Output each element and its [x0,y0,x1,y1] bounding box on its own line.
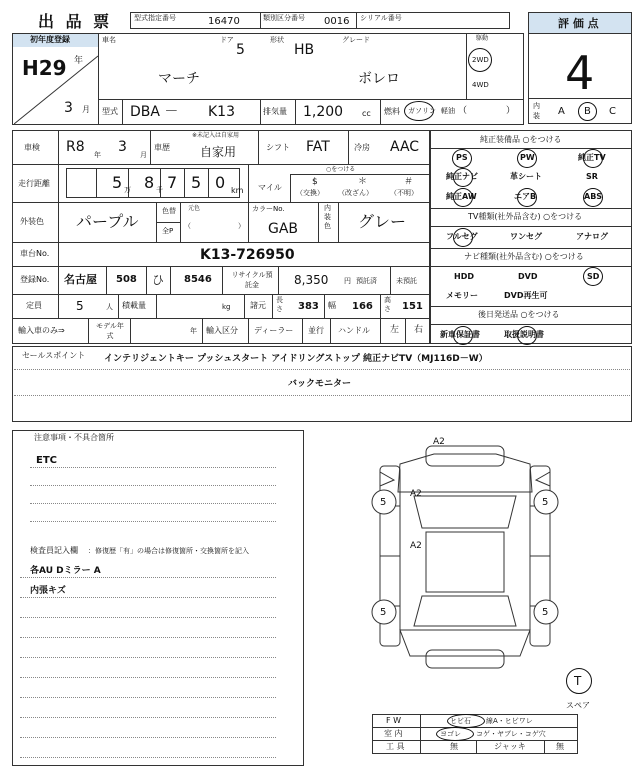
equip-navi-circle [453,168,473,187]
load-kg: kg [222,303,231,311]
score-label: 評 価 点 [558,17,599,30]
katashiki-value: 16470 [208,16,240,27]
tire-fl: 5 [380,497,387,508]
fuel-label: 燃料 [384,107,400,116]
reg-class: 508 [116,274,137,285]
shape-label: 形状 [270,36,284,44]
car-name-label: 車名 [102,36,116,44]
equip-aw-circle [453,188,473,207]
mileage-man: 万 [124,186,131,194]
handle-label: ハンドル [338,326,370,335]
recycle-value: 8,350 [294,273,329,287]
equip-airbag: エアB [514,192,537,201]
header-number-box [130,12,510,29]
mile-note: ○をつける [326,166,356,173]
recycle-yotaku: 預託済 [356,277,377,285]
later-warranty: 新車保証書 [440,330,480,339]
shaken-month: 3 [118,139,127,155]
colorno-value: GAB [268,221,299,237]
equip-aw: 純正AW [446,192,477,201]
mileage-sen: 千 [156,186,163,194]
aircon-value: AAC [390,139,420,155]
keiyu-paren-open: （ [458,106,468,116]
car-name: マーチ [158,71,200,87]
fw-opts: ヒビ石 [450,717,471,725]
interior-cond-circle [436,727,474,741]
mileage-digit-5: 0 [215,173,226,192]
recycle-unit: 円 [344,277,351,285]
equip-pw-circle [517,149,537,168]
inspector-line-2: 内張キズ [30,586,66,596]
equip-pw: PW [520,153,535,162]
naiso-grade-b: B [584,106,591,117]
shaken-tsuki: 月 [140,151,147,159]
hei-value: 151 [402,301,423,312]
mile-opt-swap: $ [312,177,318,187]
grade-b-circle [578,102,597,121]
capacity-label: 定員 [26,301,42,310]
heiko-label: 並行 [308,326,324,335]
tire-fr: 5 [542,497,549,508]
fw-rest: 線A・ヒビワレ [486,717,533,725]
diagram-left-front: A2 [410,489,422,499]
displacement-value: 1,200 [303,104,344,120]
aircon-label: 冷房 [354,143,370,152]
fuel-value: ガソリン [408,107,436,115]
inspector-hint: ：修復歴「有」の場合は修復箇所・交換箇所を記入 [88,547,249,555]
shift-value: FAT [306,139,330,155]
sales-label: セールスポイント [22,351,86,360]
naiso-grade-c: C [609,106,616,117]
interior-cond-rest: コゲ・ヤブレ・コゲ穴 [476,730,546,738]
load-label: 積載量 [122,301,146,310]
equip-sr: SR [586,172,598,181]
hei-label: 高さ [384,296,391,313]
interior-value: グレー [358,212,407,231]
notes-line-1: ETC [36,455,57,466]
model-value: K13 [208,104,235,120]
interior-cond-label: 室 内 [384,729,403,738]
history-label: 車歴 [154,143,170,152]
tv-oneseg: ワンセグ [510,232,542,241]
later-warranty-circle [453,326,473,345]
shaken-year: R8 [66,139,85,155]
history-note: ※未記入は自家用 [192,132,240,139]
reg-kana: ひ [152,273,165,287]
navi-hdd: HDD [454,272,474,281]
recycle-label: リサイクル預託金 [231,271,273,289]
equip-title: 純正装備品 ○をつける [480,135,562,144]
chassis-label: 車台No. [20,249,50,258]
door-value: 5 [236,42,245,58]
spare-value: T [574,674,582,688]
equip-navi: 純正ナビ [446,172,478,181]
navi-dvd: DVD [518,272,538,281]
drive-2wd-circle [468,48,492,72]
irokae-label: 色替 [162,207,176,215]
reg-num: 8546 [184,274,212,285]
shift-label: シフト [266,143,290,152]
first-reg-label: 初年度登録 [30,35,70,44]
fw-circle [447,714,485,728]
navi-sd-circle [583,267,603,286]
moto-paren-open: （ [184,222,191,230]
wid-label: 幅 [328,301,336,310]
drive-label: 駆動 [476,35,489,42]
fuel-circle [404,101,434,121]
chassis-value: K13-726950 [200,247,295,263]
sales-line-2: バックモニター [288,379,352,389]
navi-title: ナビ種類(社外品含む) ○をつける [464,252,584,261]
capacity-unit: 人 [106,303,113,311]
recycle-mishin: 未預託 [396,277,417,285]
import-nen: 年 [190,327,197,335]
history-value: 自家用 [200,145,237,159]
interior-label: 内装色 [324,204,331,230]
displacement-label: 排気量 [263,107,287,116]
len-label: 長さ [276,296,283,313]
ruibetsu-label: 類別区分番号 [263,14,305,22]
handle-left: 左 [390,325,400,335]
diagram-left-rear: A2 [410,541,422,551]
drive-2wd: 2WD [472,56,489,64]
reg-year-unit: 年 [74,56,84,66]
reg-city: 名古屋 [64,273,97,286]
mileage-digit-2: 8 [144,173,155,192]
zenp-label: 全P [162,227,174,235]
navi-memory: メモリー [446,291,478,300]
reg-year: H29 [22,56,67,80]
model-label: 型式 [102,107,118,116]
grade-label: グレード [342,36,370,44]
navi-sd: SD [587,272,600,281]
dealer-label: ディーラー [254,326,294,335]
colorno-label: カラーNo. [252,205,285,213]
page-title: 出 品 票 [38,12,113,31]
car-diagram [370,436,600,676]
len-value: 383 [298,301,319,312]
mileage-digit-3: 7 [167,173,178,192]
mileage-km: km [231,186,244,195]
reg-month: 3 [64,100,73,116]
mile-opt-unknown-label: （不明） [390,189,418,197]
score-value: 4 [565,46,595,100]
serial-label: シリアル番号 [360,14,402,22]
later-manual: 取扱説明書 [504,330,544,339]
dims-label: 諸元 [250,301,266,310]
equip-abs-circle [583,188,603,207]
equip-ps-circle [452,149,472,168]
notes-box [12,430,304,766]
mile-label: マイル [258,183,282,192]
capacity-value: 5 [76,299,84,313]
tire-rr: 5 [542,607,549,618]
displacement-unit: cc [362,109,371,118]
color-value: パープル [76,212,139,231]
equip-airbag-circle [517,188,537,207]
tool-value: 無 [450,742,458,751]
moto-paren-close: ） [238,222,245,230]
navi-dvd-play: DVD再生可 [504,291,548,300]
diagram-front: A2 [433,437,445,447]
equip-ps: PS [456,153,468,162]
reg-month-unit: 月 [82,105,90,114]
jack-label: ジャッキ [494,742,526,751]
equip-tv-circle [583,149,603,168]
mile-opt-tamper-label: （改ざん） [338,189,373,197]
tv-analog: アナログ [576,232,608,241]
jack-value: 無 [556,742,564,751]
tv-title: TV種類(社外品含む) ○をつける [468,212,583,221]
tv-fullseg: フルセグ [446,232,478,241]
equip-tv: 純正TV [578,153,606,162]
equip-abs: ABS [584,192,603,201]
model-prefix: DBA － [130,104,179,120]
moto-label: 元色 [188,205,201,212]
mileage-label: 走行距離 [18,179,50,188]
mile-opt-tamper: ＊ [358,177,368,187]
shaken-nen: 年 [94,151,101,159]
door-label: ドア [220,36,234,44]
later-title: 後日発送品 ○をつける [478,310,560,319]
tire-rl: 5 [380,607,387,618]
later-manual-circle [517,326,537,345]
mile-opt-unknown: ＃ [404,177,414,187]
sales-line-1: インテリジェントキー プッシュスタート アイドリングストップ 純正ナビTV（MJ116D－W） [104,354,488,364]
mile-opt-swap-label: （交換） [296,189,324,197]
handle-right: 右 [414,325,424,335]
equip-leather: 革シート [510,172,542,181]
keiyu-paren-close: ） [506,106,516,116]
mileage-digit-4: 5 [191,173,202,192]
import-kubun: 輸入区分 [206,326,238,335]
katashiki-label: 型式指定番号 [134,14,176,22]
inspector-label: 検査員記入欄 [30,546,78,555]
tv-fullseg-circle [453,228,473,247]
interior-cond-opts: ヨゴレ [440,730,461,738]
inspector-line-1: 各AU Dミラー A [30,566,101,576]
shaken-label: 車検 [24,143,40,152]
color-label: 外装色 [20,217,44,226]
shape-value: HB [294,42,315,58]
notes-label: 注意事項・不具合箇所 [34,433,114,442]
naiso-grade-a: A [558,106,565,117]
naiso-label: 内装 [533,102,540,120]
tool-label: 工 具 [386,742,405,751]
mileage-digit-1: 5 [112,173,123,192]
model-year-label: モデル年式 [96,322,124,340]
fw-label: F W [386,716,402,725]
regno-label: 登録No. [20,275,50,284]
ruibetsu-value: 0016 [324,16,350,27]
wid-value: 166 [352,301,373,312]
grade-value: ボレロ [358,71,400,87]
import-label: 輸入車のみ⇒ [18,326,65,335]
drive-4wd: 4WD [472,81,489,89]
keiyu-label: 軽油 [441,107,455,115]
spare-label: スペア [566,701,590,710]
